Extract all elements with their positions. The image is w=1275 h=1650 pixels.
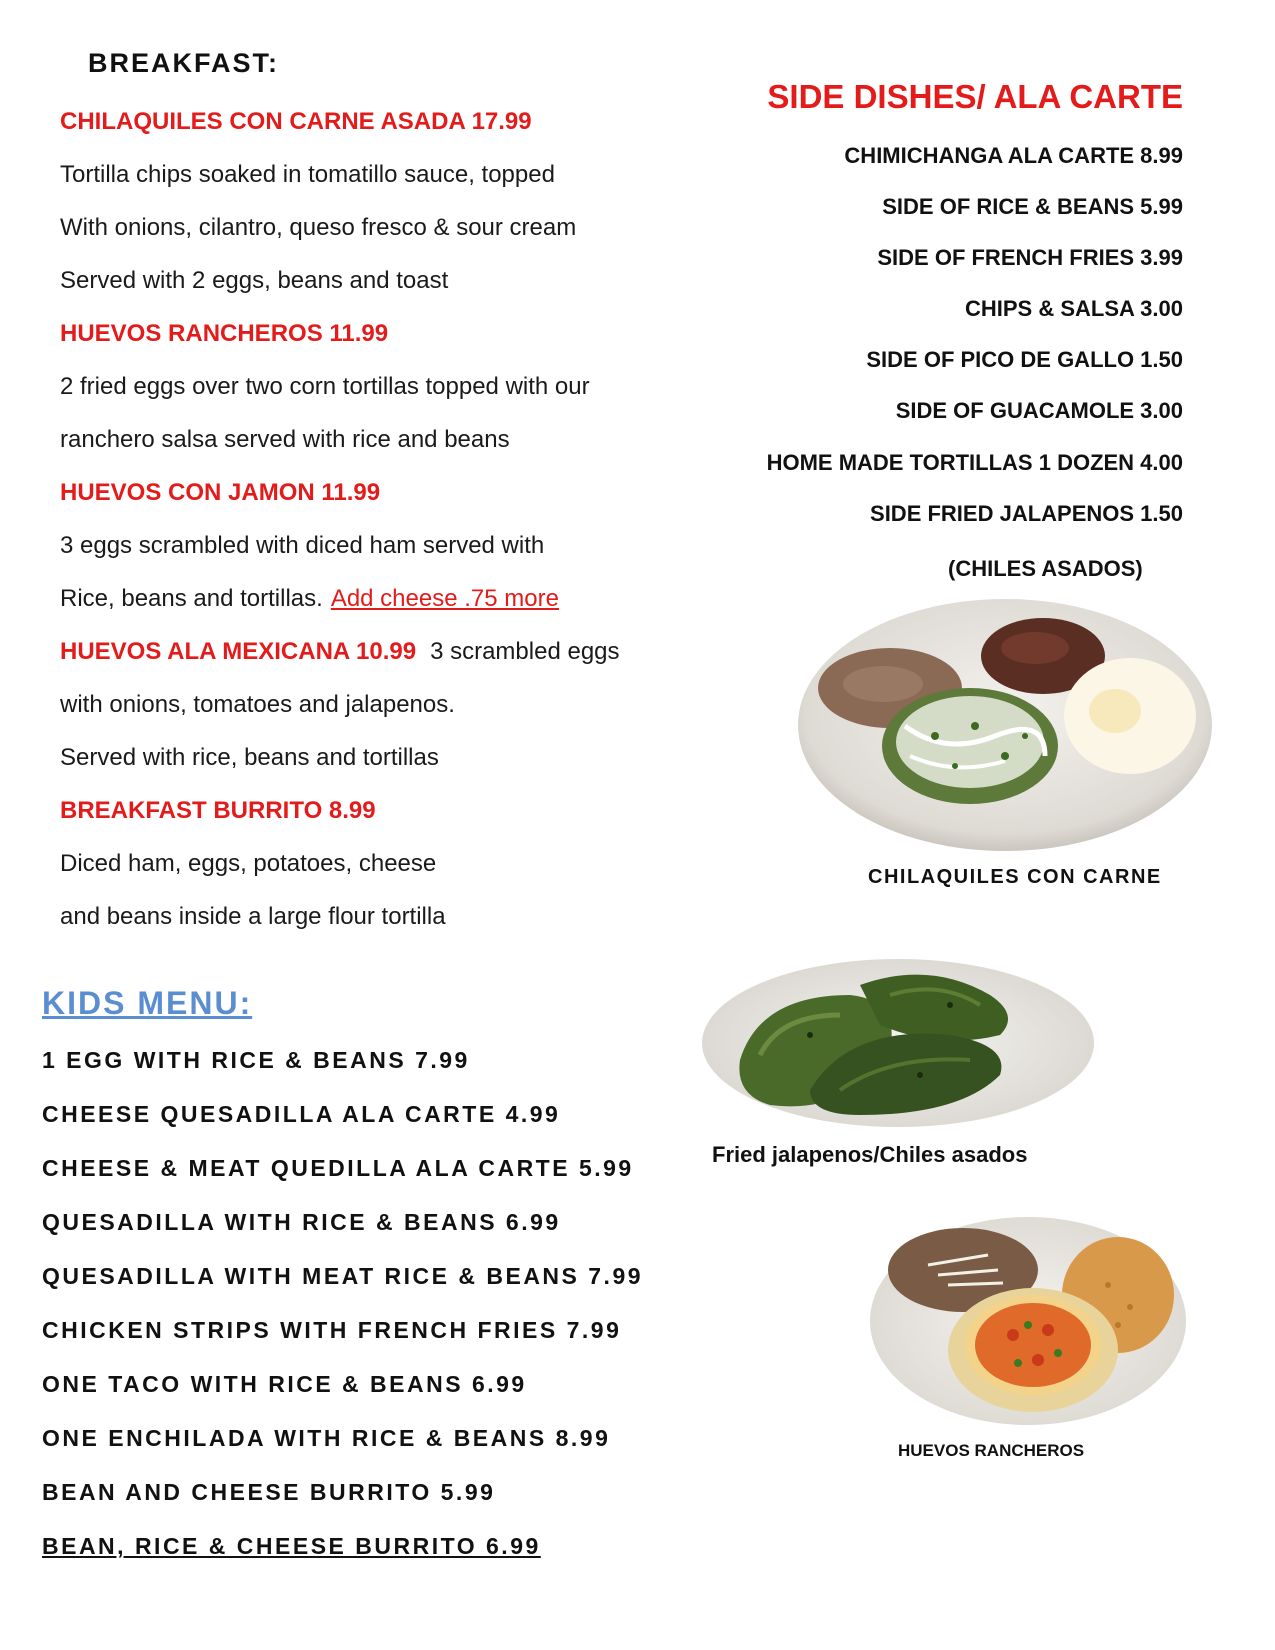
kids-item: ONE ENCHILADA WITH RICE & BEANS 8.99 [42,1425,611,1451]
photo-caption: HUEVOS RANCHEROS [898,1441,1085,1460]
huevos-rancheros-photo [868,1215,1188,1427]
item-description: Tortilla chips soaked in tomatillo sauce, topped [60,161,555,188]
kids-item: QUESADILLA WITH MEAT RICE & BEANS 7.99 [42,1263,644,1289]
addon-link[interactable]: Add cheese .75 more [330,585,559,612]
side-item: HOME MADE TORTILLAS 1 DOZEN 4.00 [766,450,1183,475]
menu-item-chilaquiles: CHILAQUILES CON CARNE ASADA 17.99 [60,108,532,135]
item-description: ranchero salsa served with rice and beans [60,426,510,453]
side-item: SIDE OF RICE & BEANS 5.99 [882,194,1183,219]
menu-item-huevos-rancheros: HUEVOS RANCHEROS 11.99 [60,320,389,347]
kids-item: CHEESE QUESADILLA ALA CARTE 4.99 [42,1101,561,1127]
item-description: and beans inside a large flour tortilla [60,903,446,930]
breakfast-title: BREAKFAST: [88,48,280,78]
item-description: Diced ham, eggs, potatoes, cheese [60,850,437,877]
side-item-note: (CHILES ASADOS) [948,556,1143,581]
item-description: Served with 2 eggs, beans and toast [60,267,449,294]
photo-caption: CHILAQUILES CON CARNE [868,866,1162,888]
item-description: Served with rice, beans and tortillas [60,744,439,771]
item-inline-description: 3 scrambled eggs [430,638,620,665]
menu-item-breakfast-burrito: BREAKFAST BURRITO 8.99 [60,797,376,824]
kids-item: BEAN AND CHEESE BURRITO 5.99 [42,1479,496,1505]
item-name: HUEVOS ALA MEXICANA 10.99 [60,638,417,665]
item-description: With onions, cilantro, queso fresco & sour cream [60,214,577,241]
fried-jalapenos-photo [700,955,1096,1130]
side-item: SIDE OF PICO DE GALLO 1.50 [866,347,1183,372]
kids-item: QUESADILLA WITH RICE & BEANS 6.99 [42,1209,561,1235]
item-description: 3 eggs scrambled with diced ham served with [60,532,545,559]
item-description: Rice, beans and tortillas. [60,585,323,612]
kids-item: 1 EGG WITH RICE & BEANS 7.99 [42,1047,470,1073]
kids-item: BEAN, RICE & CHEESE BURRITO 6.99 [42,1533,541,1559]
photo-caption: Fried jalapenos/Chiles asados [712,1142,1028,1167]
side-dishes-title: SIDE DISHES/ ALA CARTE [767,78,1183,115]
chilaquiles-photo [795,596,1215,854]
side-item: SIDE FRIED JALAPENOS 1.50 [870,501,1183,526]
side-item: CHIPS & SALSA 3.00 [964,296,1183,321]
side-item: SIDE OF GUACAMOLE 3.00 [895,398,1183,423]
kids-item: CHICKEN STRIPS WITH FRENCH FRIES 7.99 [42,1317,622,1343]
side-item: SIDE OF FRENCH FRIES 3.99 [877,245,1183,270]
menu-item-huevos-ala-mexicana [60,638,620,666]
side-item: CHIMICHANGA ALA CARTE 8.99 [844,143,1183,168]
item-description: with onions, tomatoes and jalapenos. [60,691,455,718]
kids-item: ONE TACO WITH RICE & BEANS 6.99 [42,1371,527,1397]
item-description: 2 fried eggs over two corn tortillas topped with our [60,373,590,400]
menu-item-huevos-con-jamon: HUEVOS CON JAMON 11.99 [60,479,381,506]
kids-item: CHEESE & MEAT QUEDILLA ALA CARTE 5.99 [42,1155,634,1181]
item-description-with-addon [60,585,559,613]
kids-menu-title: KIDS MENU: [42,985,253,1021]
